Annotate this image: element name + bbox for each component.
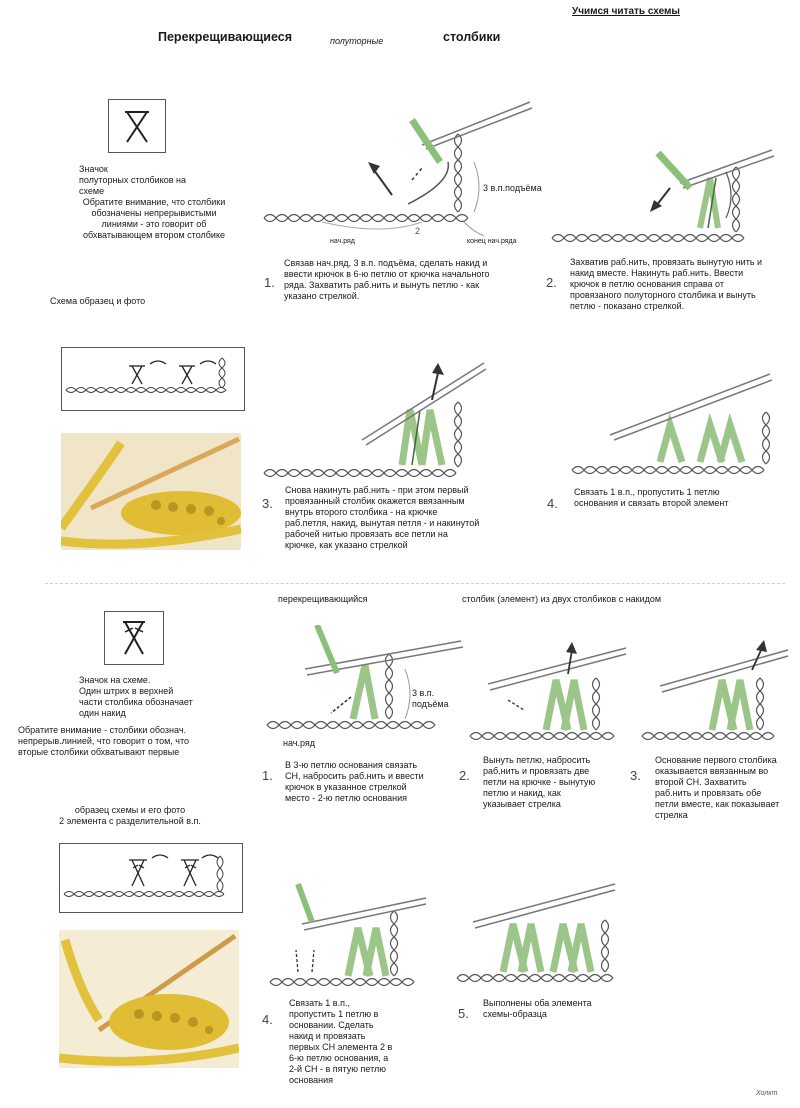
step-text: Снова накинуть раб.нить - при этом первый провязанный столбик окажется ввязанным внутрь второго столбика - на крючке раб.петля, накид, вынутая петля - и накинутой рабочей нитью провязать все петли на крючке, как указано стрелкой <box>285 485 480 550</box>
page-title-right: столбики <box>443 30 501 44</box>
step-number: 1. <box>262 768 273 783</box>
start-row-label-1: нач.ряд <box>330 238 355 245</box>
s2-step4-diagram <box>268 878 428 998</box>
schema-sample-1 <box>61 347 245 411</box>
label-two: 2 <box>415 226 421 236</box>
step-number: 3. <box>262 496 273 511</box>
step-text: Связать 1 в.п., пропустить 1 петлю основания и связать второй элемент <box>574 487 729 508</box>
step2-diagram <box>550 108 780 253</box>
header-link[interactable]: Учимся читать схемы <box>572 6 680 17</box>
page-title-left: Перекрещивающиеся <box>158 30 293 44</box>
step-number: 2. <box>546 275 557 290</box>
symbol-caption-2: Значок на схеме. Один штрих в верхней части столбика обозначает один накид <box>79 675 193 718</box>
step-text: Основание первого столбика оказывается ввязанным во второй СН. Захватить раб.нить и провязать обе петли вместе, как показывает стрелка <box>655 755 780 820</box>
photo-sample-1 <box>61 433 241 550</box>
signature: Холкт <box>756 1090 778 1097</box>
schema-sample-2 <box>59 843 243 913</box>
page-title-mid: полуторные <box>330 36 384 46</box>
s2-step5-diagram <box>455 878 620 993</box>
step-number: 5. <box>458 1006 469 1021</box>
s2-step2-diagram <box>468 640 628 750</box>
symbol-dc-crossed <box>104 611 164 665</box>
photo-sample-2 <box>59 930 239 1068</box>
step-number: 4. <box>262 1012 273 1027</box>
sample-label-1: Схема образец и фото <box>50 296 146 306</box>
section2-subtitle-left: перекрещивающийся <box>278 594 368 604</box>
section2-subtitle-right: столбик (элемент) из двух столбиков с накидом <box>462 594 662 604</box>
step3-diagram <box>262 355 492 495</box>
cross-dc-symbol-icon <box>105 612 163 664</box>
lift-label-1: 3 в.п.подъёма <box>483 183 542 193</box>
symbol-caption-1: Значок полуторных столбиков на схеме <box>79 164 186 196</box>
step-number: 1. <box>264 275 275 290</box>
section-divider <box>45 583 785 584</box>
step4-diagram <box>570 370 785 490</box>
step-text: Связав нач.ряд, 3 в.п. подъёма, сделать накид и ввести крючок в 6-ю петлю от крючка начального ряда. Захватить раб.нить и вынуть петлю - как указано стрелкой. <box>284 258 490 301</box>
step-text: В 3-ю петлю основания связать СН, набросить раб.нить и ввести крючок в указанное стрелкой место - 2-ю петлю основания <box>285 760 424 803</box>
step-text: Выполнены оба элемента схемы-образца <box>483 998 592 1019</box>
start-row-label-2: нач.ряд <box>283 738 315 748</box>
end-row-label-1: конец нач.ряда <box>467 238 517 245</box>
step-text: Захватив раб.нить, провязать вынутую нить и накид вместе. Накинуть раб.нить. Ввести крючок в петлю основания справа от провязаного полуторного столбика и вынуть петлю - показано стрелкой. <box>570 257 763 311</box>
step-text: Связать 1 в.п., пропустить 1 петлю в основании. Сделать накид и провязать первых СН элемента 2 в 6-ю петлю основания, а 2-й СН - в пятую петлю основания <box>289 998 393 1085</box>
note-2: Обратите внимание - столбики обознач. непрерыв.линией, что говорит о том, что вторые столбики обхватывают первые <box>18 725 190 757</box>
step-number: 2. <box>459 768 470 783</box>
step-text: Вынуть петлю, набросить раб.нить и провязать две петли на крючке - вынутую петлю и накид, как указывает стрелка <box>483 755 596 809</box>
s2-step3-diagram <box>640 640 790 750</box>
step-number: 4. <box>547 496 558 511</box>
sample-label-2: образец схемы и его фото 2 элемента с разделительной в.п. <box>59 805 201 826</box>
step1-diagram <box>262 100 542 260</box>
lift-label-2: 3 в.п. подъёма <box>412 688 449 709</box>
cross-stitch-symbol-icon <box>109 100 165 152</box>
symbol-half-dc-crossed <box>108 99 166 153</box>
step-number: 3. <box>630 768 641 783</box>
note-1: Обратите внимание, что столбики обозначены непрерывистыми линиями - это говорит об обхватывающем втором столбике <box>82 197 226 240</box>
